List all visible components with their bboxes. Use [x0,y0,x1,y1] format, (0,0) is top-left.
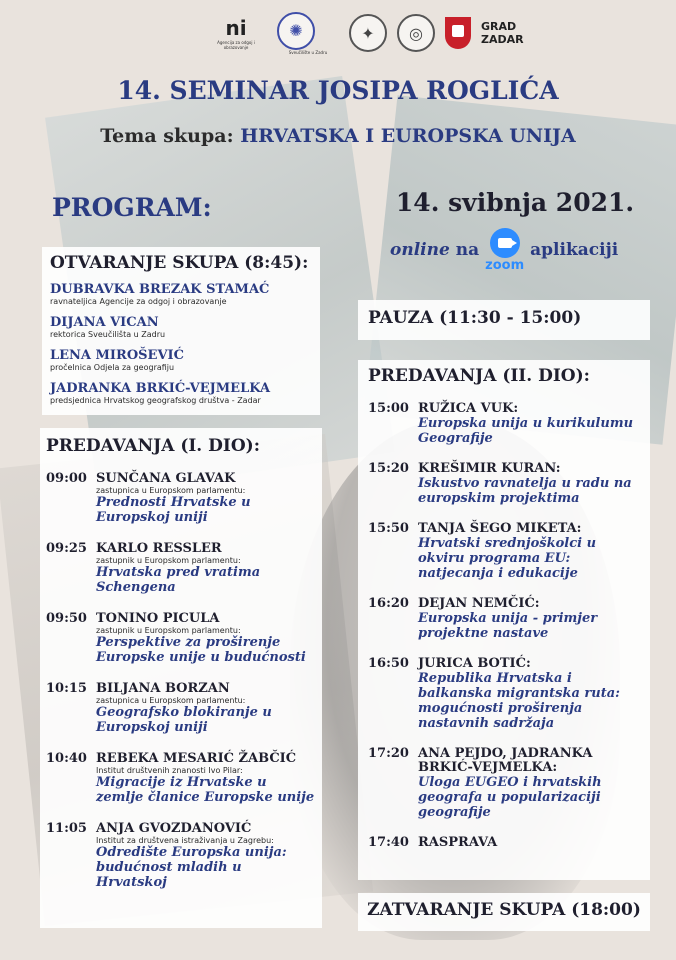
lecture-speaker: KREŠIMIR KURAN: [418,461,561,476]
lecture-speaker: JURICA BOTIĆ: [418,656,531,671]
lecture-item [368,522,640,581]
aoo-logo-mark: ni [225,16,247,40]
zadar-crest-icon [445,17,471,49]
opening-section [42,247,320,415]
lecture-time: 15:00 [368,401,409,416]
zoom-logo [485,228,524,272]
lecture-topic: Migracije iz Hrvatske u zemlje članice Europske unije [96,775,315,805]
person-role: pročelnica Odjela za geografiju [50,363,175,372]
lecture-topic: Hrvatski srednjoškolci u okviru programa EU: natjecanja i edukacije [418,536,597,581]
lecture-topic: Perspektive za proširenje Europske unije u budućnosti [96,635,306,665]
opening-person [50,283,312,307]
lecture-time: 16:20 [368,596,409,611]
lecture-item [368,462,640,506]
pause-banner: PAUZA (11:30 - 15:00) [358,300,650,340]
person-role: predsjednica Hrvatskog geografskog društva - Zadar [50,396,261,405]
lecture-speaker: DEJAN NEMČIĆ: [418,596,540,611]
lecture-time: 11:05 [46,821,87,836]
lecture-affiliation: zastupnica u Europskom parlamentu: [96,486,246,495]
lecture-item [46,542,316,595]
page-title: 14. SEMINAR JOSIPA ROGLIĆA [117,76,559,105]
lecture-topic: Geografsko blokiranje u Europskoj uniji [96,705,272,735]
lecture-item [368,836,640,850]
lecture-time: 09:25 [46,541,87,556]
lecture-item [368,657,640,731]
lecture-affiliation: zastupnik u Europskom parlamentu: [96,556,241,565]
lecture-topic: Iskustvo ravnatelja u radu na europskim projektima [418,476,632,506]
zoom-wordmark: zoom [485,258,525,273]
person-name: JADRANKA BRKIĆ-VEJMELKA [50,381,271,396]
university-logo-caption: Sveučilište u Zadru [288,49,328,55]
online-platform [390,228,618,272]
opening-person [50,316,312,340]
zoom-camera-icon [490,228,520,258]
na-word: na [455,240,480,260]
lecture-speaker: ANJA GVOZDANOVIĆ [96,821,252,836]
person-role: rektorica Sveučilišta u Zadru [50,330,166,339]
closing-banner: ZATVARANJE SKUPA (18:00) [358,893,650,931]
lectures-1-heading: PREDAVANJA (I. DIO): [46,436,260,456]
subtitle-label: Tema skupa: [100,125,234,147]
lecture-time: 15:50 [368,521,409,536]
lecture-item [368,747,640,820]
subtitle [0,125,676,147]
lecture-speaker: KARLO RESSLER [96,541,222,556]
aoo-logo-caption: Agencija za odgoj i obrazovanje [217,40,255,50]
opening-person [50,382,312,406]
lecture-time: 10:15 [46,681,87,696]
lecture-affiliation: zastupnica u Europskom parlamentu: [96,696,246,705]
aoo-logo [205,16,267,50]
subtitle-value: HRVATSKA I EUROPSKA UNIJA [240,125,576,147]
opening-heading: OTVARANJE SKUPA (8:45): [50,253,309,273]
person-role: ravnateljica Agencije za odgoj i obrazovanje [50,297,227,306]
lecture-topic: Prednosti Hrvatske u Europskoj uniji [96,495,251,525]
lecture-speaker: TANJA ŠEGO MIKETA: [418,521,582,536]
lecture-topic: Europska unija - primjer projektne nastave [418,611,598,641]
lectures-part-1 [40,428,322,928]
lecture-time: 15:20 [368,461,409,476]
person-name: DUBRAVKA BREZAK STAMAĆ [50,282,270,297]
lecture-speaker: TONINO PICULA [96,611,220,626]
logo-strip [205,8,524,58]
lecture-time: 16:50 [368,656,409,671]
lecture-topic: Hrvatska pred vratima Schengena [96,565,261,595]
lecture-item [368,402,640,446]
lecture-item [46,682,316,735]
lectures-2-heading: PREDAVANJA (II. DIO): [368,366,590,386]
lecture-item [368,597,640,641]
lecture-speaker: REBEKA MESARIĆ ŽABČIĆ [96,751,297,766]
person-name: DIJANA VICAN [50,315,159,330]
lecture-affiliation: Institut za društvena istraživanja u Zagrebu: [96,836,274,845]
online-word: online [390,240,450,260]
program-heading: PROGRAM: [52,193,212,222]
lecture-speaker: RUŽICA VUK: [418,401,519,416]
lecture-topic: Uloga EUGEO i hrvatskih geografa u popularizaciji geografije [418,775,602,820]
aplikaciji-word: aplikaciji [530,240,619,260]
event-date: 14. svibnja 2021. [395,188,635,217]
lecture-time: 17:20 [368,746,409,761]
lecture-topic: Odredište Europska unija: budućnost mladih u Hrvatskoj [96,845,287,890]
geography-seal-icon: ◎ [397,14,435,52]
lecture-topic: Republika Hrvatska i balkanska migrantska ruta: mogućnosti proširenja nastavnih sadržaja [418,671,620,731]
lecture-affiliation: zastupnik u Europskom parlamentu: [96,626,241,635]
lecture-speaker: BILJANA BORZAN [96,681,230,696]
lecture-item [46,472,316,525]
lecture-item [46,612,316,665]
lecture-time: 10:40 [46,751,87,766]
person-name: LENA MIROŠEVIĆ [50,348,184,363]
lecture-time: 09:50 [46,611,87,626]
university-logo [277,12,339,55]
lecture-speaker: ANA PEJDO, JADRANKA BRKIĆ-VEJMELKA: [418,746,593,775]
lecture-item [46,822,316,890]
opening-person [50,349,312,373]
lectures-part-2 [358,360,650,880]
society-seal-icon: ✦ [349,14,387,52]
lecture-time: 17:40 [368,835,409,850]
city-line-2: ZADAR [481,33,524,46]
city-logo-text [481,20,524,46]
lecture-speaker: SUNČANA GLAVAK [96,471,236,486]
lecture-speaker: RASPRAVA [418,835,498,850]
city-line-1: GRAD [481,20,517,33]
lecture-topic: Europska unija u kurikulumu Geografije [418,416,634,446]
university-seal-icon: ✺ [277,12,315,50]
lecture-affiliation: Institut društvenih znanosti Ivo Pilar: [96,766,243,775]
lecture-item [46,752,316,805]
lecture-time: 09:00 [46,471,87,486]
